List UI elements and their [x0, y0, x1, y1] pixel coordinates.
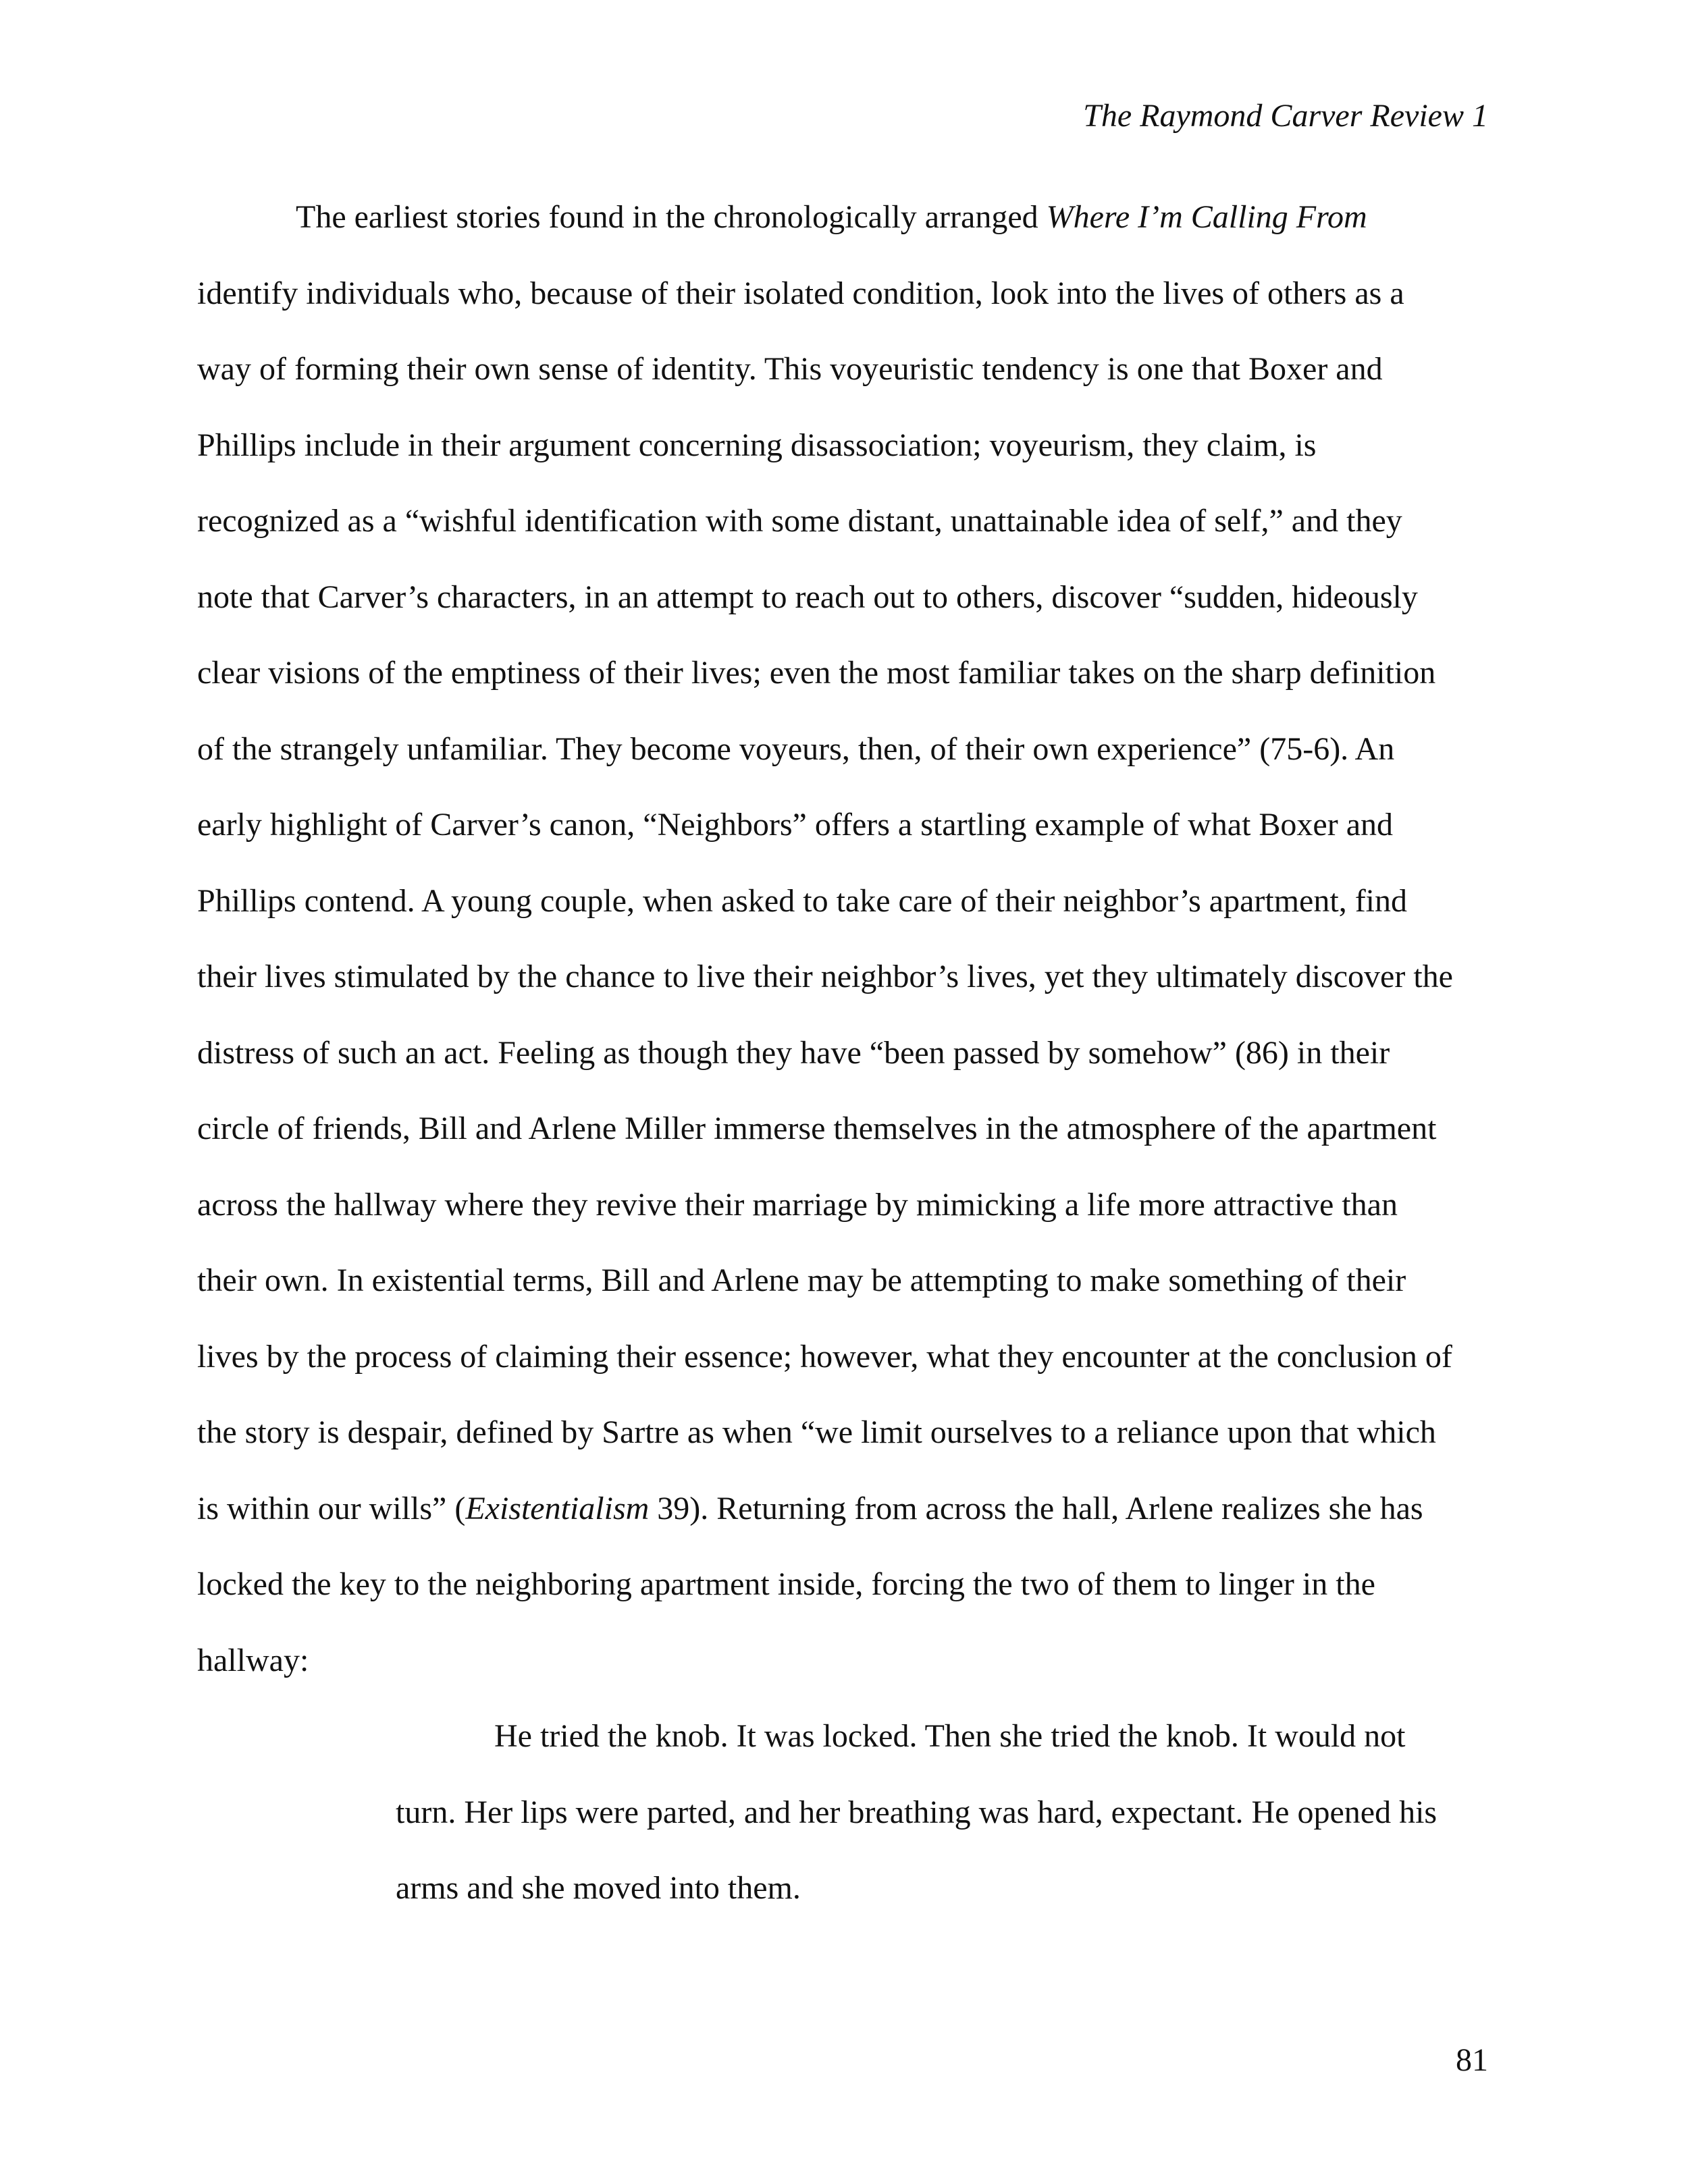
- body-line: Phillips contend. A young couple, when asked to take care of their neighbor’s apartment, find: [197, 883, 1408, 919]
- body-line: circle of friends, Bill and Arlene Miller immerse themselves in the atmosphere of the apartment: [197, 1111, 1437, 1146]
- body-line: early highlight of Carver’s canon, “Neighbors” offers a startling example of what Boxer and: [197, 807, 1394, 843]
- body-line: across the hallway where they revive their marriage by mimicking a life more attractive than: [197, 1187, 1398, 1223]
- block-quote-line: turn. Her lips were parted, and her breathing was hard, expectant. He opened his: [396, 1794, 1438, 1830]
- body-line: their own. In existential terms, Bill and Arlene may be attempting to make something of their: [197, 1262, 1406, 1298]
- page-number: 81: [1456, 2042, 1488, 2078]
- body-line: the story is despair, defined by Sartre as when “we limit ourselves to a reliance upon that which: [197, 1414, 1436, 1450]
- body-text: The earliest stories found in the chronologically arranged: [296, 199, 1047, 235]
- body-line: hallway:: [197, 1643, 309, 1678]
- block-quote-line: arms and she moved into them.: [396, 1870, 801, 1906]
- body-line: recognized as a “wishful identification with some distant, unattainable idea of self,” and they: [197, 503, 1402, 539]
- body-line: [296, 197, 1367, 238]
- body-line: lives by the process of claiming their essence; however, what they encounter at the conclusion of: [197, 1339, 1452, 1375]
- body-line: distress of such an act. Feeling as though they have “been passed by somehow” (86) in their: [197, 1035, 1390, 1071]
- body-line: way of forming their own sense of identity. This voyeuristic tendency is one that Boxer and: [197, 351, 1383, 387]
- body-line: note that Carver’s characters, in an attempt to reach out to others, discover “sudden, hideously: [197, 579, 1418, 615]
- body-text: 39). Returning from across the hall, Arlene realizes she has: [649, 1491, 1423, 1526]
- running-header: The Raymond Carver Review 1: [1083, 98, 1488, 134]
- body-line: Phillips include in their argument concerning disassociation; voyeurism, they claim, is: [197, 427, 1317, 463]
- body-line: clear visions of the emptiness of their lives; even the most familiar takes on the sharp definition: [197, 655, 1436, 691]
- body-line: identify individuals who, because of their isolated condition, look into the lives of others as a: [197, 275, 1404, 311]
- body-line: their lives stimulated by the chance to live their neighbor’s lives, yet they ultimately discover the: [197, 959, 1453, 994]
- body-line: locked the key to the neighboring apartment inside, forcing the two of them to linger in the: [197, 1566, 1375, 1602]
- body-text: is within our wills” (: [197, 1491, 466, 1526]
- body-line: of the strangely unfamiliar. They become voyeurs, then, of their own experience” (75-6). An: [197, 731, 1395, 767]
- block-quote-line: He tried the knob. It was locked. Then she tried the knob. It would not: [494, 1718, 1406, 1754]
- book-title: Where I’m Calling From: [1046, 199, 1367, 235]
- body-line: [197, 1489, 1423, 1529]
- book-title: Existentialism: [465, 1491, 650, 1526]
